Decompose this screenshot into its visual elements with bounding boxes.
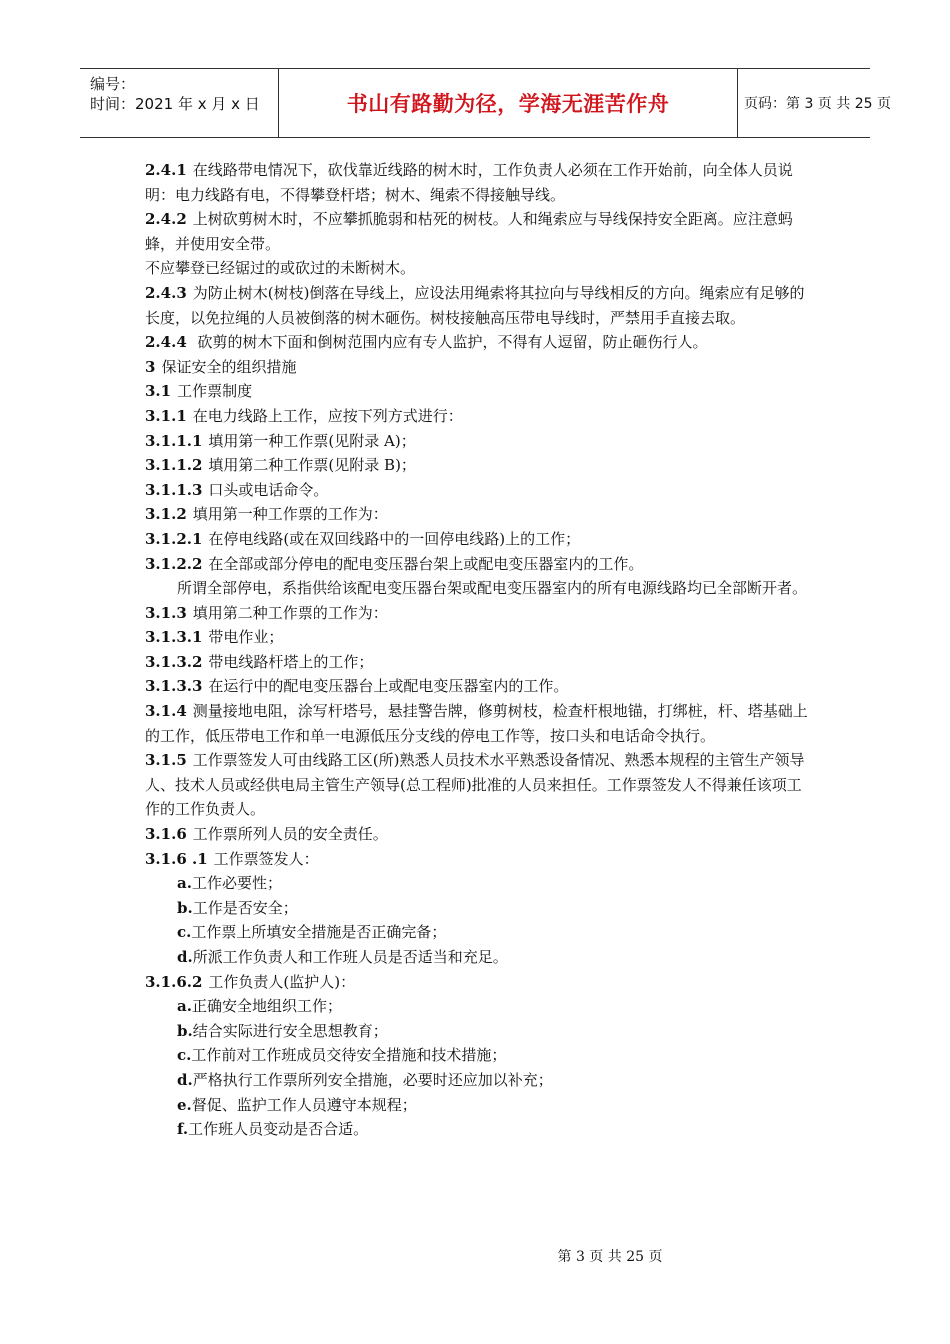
paragraph — [145, 748, 813, 822]
list-letter: f. — [177, 1120, 189, 1139]
paragraph — [145, 355, 813, 380]
paragraph-text: 督促、监护工作人员遵守本规程； — [191, 1095, 417, 1114]
paragraph — [145, 650, 813, 675]
paragraph-text: 填用第二种工作票的工作为： — [192, 603, 388, 622]
doc-date: 时间：2021 年 x 月 x 日 — [90, 95, 260, 113]
paragraph — [145, 625, 813, 650]
list-letter: b. — [177, 898, 193, 917]
section-number: 2.4.4 — [145, 333, 187, 352]
section-number: 3.1.3.1 — [145, 628, 203, 647]
section-number: 3.1.6 — [145, 825, 187, 844]
paragraph — [145, 404, 813, 429]
paragraph — [145, 429, 813, 454]
paragraph — [145, 576, 813, 601]
paragraph — [145, 158, 813, 207]
paragraph-text: 带电线路杆塔上的工作； — [208, 652, 374, 671]
paragraph-text: 工作票所列人员的安全责任。 — [192, 825, 388, 844]
paragraph-text: 工作班人员变动是否合适。 — [188, 1120, 369, 1139]
paragraph-text: 上树砍剪树木时，不应攀抓脆弱和枯死的树枝。人和绳索应与导线保持安全距离。应注意蚂蜂，并使用安全带。 — [145, 210, 793, 253]
section-number: 3.1.2.1 — [145, 529, 203, 548]
paragraph-text: 为防止树木(树枝)倒落在导线上，应设法用绳索将其拉向与导线相反的方向。绳索应有足够的长度，以免拉绳的人员被倒落的树木砸伤。树枝接触高压带电导线时，严禁用手直接去取。 — [145, 283, 805, 327]
paragraph — [145, 502, 813, 527]
paragraph-text: 工作必要性； — [191, 874, 282, 893]
list-letter: d. — [177, 1070, 193, 1089]
paragraph-text: 在停电线路(或在双回线路中的一回停电线路)上的工作； — [208, 529, 581, 548]
section-number: 3.1.2.2 — [145, 554, 203, 573]
paragraph-text: 测量接地电阻，涂写杆塔号，悬挂警告牌，修剪树枝，检查杆根地锚，打绑桩，杆、塔基础上的工作，低压带电工作和单一电源低压分支线的停电工作等，按口头和电话命令执行。 — [145, 702, 808, 745]
list-letter: d. — [177, 948, 193, 966]
paragraph-text: 在运行中的配电变压器台上或配电变压器室内的工作。 — [208, 677, 569, 696]
paragraph — [145, 453, 813, 478]
paragraph-text: 工作票制度 — [177, 382, 253, 401]
paragraph — [145, 281, 813, 330]
paragraph — [145, 822, 813, 847]
paragraph — [145, 847, 813, 872]
paragraph-text: 严格执行工作票所列安全措施，必要时还应加以补充； — [192, 1070, 553, 1089]
paragraph-text: 正确安全地组织工作； — [191, 997, 342, 1016]
paragraph — [145, 379, 813, 404]
motto: 书山有路勤为径，学海无涯苦作舟 — [346, 92, 670, 116]
header-page-cell — [736, 69, 891, 137]
paragraph-text: 工作票签发人： — [213, 849, 319, 868]
paragraph-text: 填用第一种工作票的工作为： — [192, 505, 388, 524]
paragraph — [145, 1043, 813, 1068]
header-meta — [80, 69, 278, 137]
paragraph-text: 带电作业； — [208, 628, 284, 647]
paragraph — [145, 601, 813, 626]
paragraph-text: 工作票签发人可由线路工区(所)熟悉人员技术水平熟悉设备情况、熟悉本规程的主管生产领导人、技术人员或经供电局主管生产领导(总工程师)批准的人员来担任。工作票签发人不得兼任该项工作的工作负责人。 — [145, 751, 805, 819]
paragraph-text: 工作负责人(监护人)： — [208, 972, 356, 991]
section-number: 3.1.2 — [145, 505, 187, 524]
paragraph-text: 所谓全部停电，系指供给该配电变压器台架或配电变压器室内的所有电源线路均已全部断开者。 — [177, 579, 808, 598]
paragraph — [145, 945, 813, 970]
header-motto-cell — [278, 69, 738, 137]
paragraph — [145, 994, 813, 1019]
section-number: 3.1.6.2 — [145, 972, 203, 991]
list-letter: c. — [177, 1046, 192, 1065]
paragraph-text: 在全部或部分停电的配电变压器台架上或配电变压器室内的工作。 — [208, 554, 644, 573]
paragraph — [145, 896, 813, 921]
paragraph-text: 所派工作负责人和工作班人员是否适当和充足。 — [192, 948, 508, 966]
list-letter: b. — [177, 1021, 193, 1040]
section-number: 3.1.1.1 — [145, 431, 203, 450]
paragraph — [145, 674, 813, 699]
section-number: 3.1.3.2 — [145, 652, 203, 671]
paragraph — [145, 699, 813, 748]
section-number: 3.1.1 — [145, 406, 187, 425]
section-number: 3.1.5 — [145, 751, 187, 770]
paragraph-text: 不应攀登已经锯过的或砍过的未断树木。 — [145, 259, 416, 278]
section-number: 2.4.1 — [145, 161, 187, 179]
paragraph — [145, 1019, 813, 1044]
paragraph-text: 填用第一种工作票(见附录 A)； — [208, 431, 416, 450]
section-number: 2.4.3 — [145, 283, 187, 302]
section-number: 3.1 — [145, 382, 172, 401]
paragraph-text: 砍剪的树木下面和倒树范围内应有专人监护，不得有人逗留，防止砸伤行人。 — [192, 333, 708, 352]
paragraph — [145, 1117, 813, 1142]
section-number: 2.4.2 — [145, 210, 187, 229]
paragraph-text: 工作是否安全； — [192, 898, 298, 917]
paragraph-text: 口头或电话命令。 — [208, 480, 329, 499]
paragraph-text: 填用第二种工作票(见附录 B)； — [208, 456, 416, 475]
paragraph — [145, 478, 813, 503]
section-number: 3 — [145, 357, 156, 376]
section-number: 3.1.1.3 — [145, 480, 203, 499]
paragraph — [145, 1068, 813, 1093]
paragraph-text: 保证安全的组织措施 — [161, 357, 297, 376]
section-number: 3.1.6 .1 — [145, 849, 208, 868]
list-letter: a. — [177, 874, 192, 893]
section-number: 3.1.1.2 — [145, 456, 203, 475]
document-body — [145, 158, 813, 1142]
paragraph — [145, 1093, 813, 1118]
paragraph — [145, 970, 813, 995]
list-letter: c. — [177, 923, 192, 942]
paragraph — [145, 256, 813, 281]
paragraph — [145, 552, 813, 577]
paragraph-text: 结合实际进行安全思想教育； — [192, 1021, 388, 1040]
paragraph — [145, 330, 813, 355]
section-number: 3.1.3 — [145, 603, 187, 622]
section-number: 3.1.4 — [145, 702, 187, 721]
paragraph-text: 在线路带电情况下，砍伐靠近线路的树木时，工作负责人必须在工作开始前，向全体人员说明：电力线路有电，不得攀登杆塔；树木、绳索不得接触导线。 — [145, 161, 793, 204]
page-header — [80, 68, 891, 138]
paragraph — [145, 207, 813, 256]
paragraph — [145, 527, 813, 552]
page-info: 页码：第 3 页 共 25 页 — [744, 96, 891, 112]
paragraph-text: 工作票上所填安全措施是否正确完备； — [191, 923, 447, 942]
doc-code-label: 编号： — [90, 75, 136, 93]
page-footer: 第 3 页 共 25 页 — [557, 1249, 663, 1265]
list-letter: e. — [177, 1095, 192, 1114]
section-number: 3.1.3.3 — [145, 677, 203, 696]
list-letter: a. — [177, 997, 192, 1016]
paragraph — [145, 871, 813, 896]
paragraph-text: 在电力线路上工作，应按下列方式进行： — [192, 406, 463, 425]
paragraph — [145, 920, 813, 945]
paragraph-text: 工作前对工作班成员交待安全措施和技术措施； — [191, 1046, 507, 1065]
